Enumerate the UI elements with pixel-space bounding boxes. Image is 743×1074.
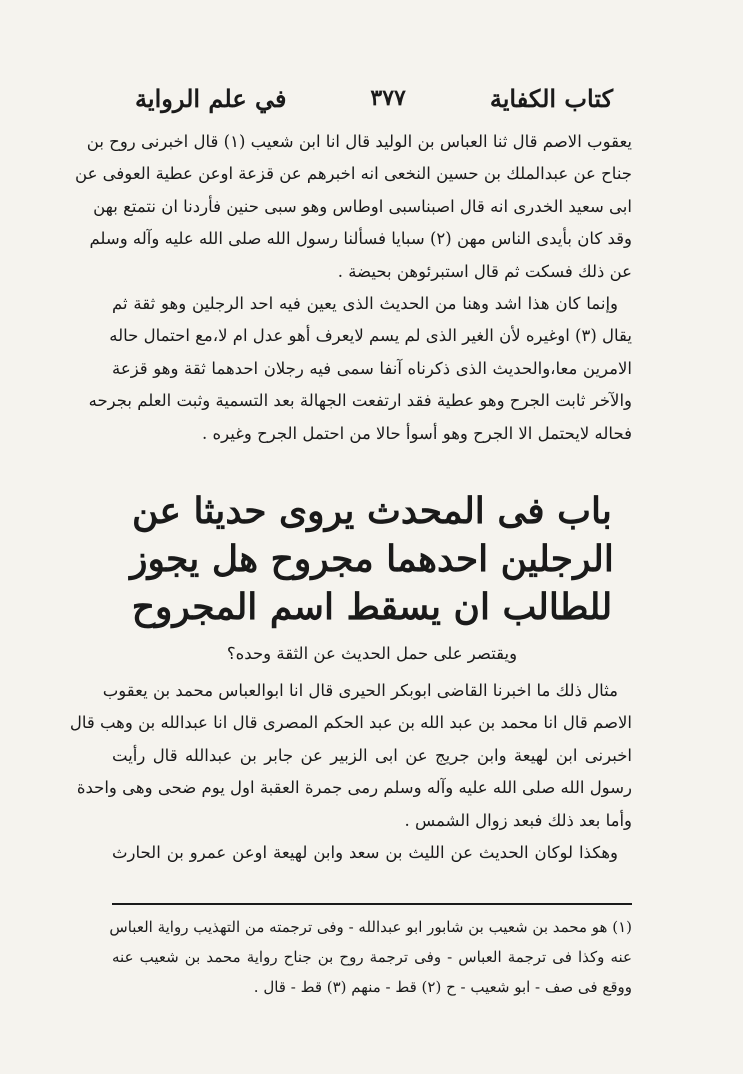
chapter-title-line: باب فى المحدث يروى حديثا عن: [132, 490, 612, 532]
text-line: وهكذا لوكان الحديث عن الليث بن سعد وابن لهيعة اوعن عمرو بن الحارث: [112, 842, 618, 862]
footnote-line: عنه وكذا فى ترجمة العباس - وفى ترجمة روح بن جناح رواية محمد بن شعيب عنه: [112, 948, 632, 966]
text-line: جناح عن عبدالملك بن حسين النخعى انه اخبرهم عن قزعة اوعن عطية العوفى عن: [75, 164, 632, 184]
footnote-line: ووقع فى صف - ابو شعيب - ح (٢) قط - منهم (٣) قط - قال .: [253, 978, 632, 996]
text-line: يعقوب الاصم قال ثنا العباس بن الوليد قال انا ابن شعيب (١) قال اخبرنى روح بن: [86, 132, 632, 151]
text-line: فحاله لايحتمل الا الجرح وهو أسوأ حالا من احتمل الجرح وغيره .: [202, 423, 632, 443]
text-line: رسول الله صلى الله عليه وآله وسلم رمى جمرة العقبة اول يوم ضحى وهى واحدة: [76, 778, 632, 798]
footnote-line: (١) هو محمد بن شعيب بن شابور ابو عبدالله - وفى ترجمته من التهذيب رواية العباس: [109, 918, 632, 936]
chapter-subtitle: ويقتصر على حمل الحديث عن الثقة وحده؟: [226, 644, 518, 663]
text-line: ابى سعيد الخدرى انه قال اصبناسبى اوطاس وهو سبى حنين فأردنا ان نتمتع بهن: [93, 196, 632, 216]
text-line: وإنما كان هذا اشد وهنا من الحديث الذى يعين فيه احد الرجلين وهو ثقة ثم: [112, 293, 618, 313]
main-text-continued: [69, 675, 632, 869]
text-line: الامرين معا،والحديث الذى ذكرناه آنفا سمى فيه رجلان احدهما ثقة وهو قزعة: [112, 358, 632, 378]
chapter-title: [112, 487, 632, 631]
text-line: اخبرنى ابن لهيعة وابن جريج عن ابى الزبير عن جابر بن عبدالله قال رأيت: [112, 745, 632, 765]
page-number: ٣٧٧: [370, 85, 406, 111]
running-header: [135, 76, 613, 120]
text-line: الاصم قال انا محمد بن عبد الله بن عبد الحكم المصرى قال انا عبدالله بن وهب قال: [69, 713, 632, 733]
text-line: والآخر ثابت الجرح وهو عطية فقد ارتفعت الجهالة بعد التسمية وثبت العلم بجرحه: [88, 391, 632, 411]
text-line: عن ذلك فسكت ثم قال استبرئوهن بحيضة .: [337, 261, 632, 281]
text-line: يقال (٣) اوغيره لأن الغير الذى لم يسم لايعرف أهو عدل ام لا،مع احتمال حاله: [109, 326, 632, 346]
text-line: وقد كان بأيدى الناس مهن (٢) سبايا فسألنا رسول الله صلى الله عليه وآله وسلم: [89, 229, 632, 249]
subject-title: في علم الرواية: [135, 83, 287, 113]
chapter-title-line: للطالب ان يسقط اسم المجروح: [131, 586, 613, 628]
footnotes: [109, 912, 632, 1002]
chapter-title-line: الرجلين احدهما مجروح هل يجوز: [130, 538, 614, 580]
text-line: مثال ذلك ما اخبرنا القاضى ابوبكر الحيرى قال انا ابوالعباس محمد بن يعقوب: [102, 681, 618, 700]
main-text: [75, 126, 632, 450]
footnote-separator: [112, 903, 632, 905]
book-title: كتاب الكفاية: [489, 83, 613, 113]
text-line: وأما بعد ذلك فبعد زوال الشمس .: [404, 810, 632, 830]
